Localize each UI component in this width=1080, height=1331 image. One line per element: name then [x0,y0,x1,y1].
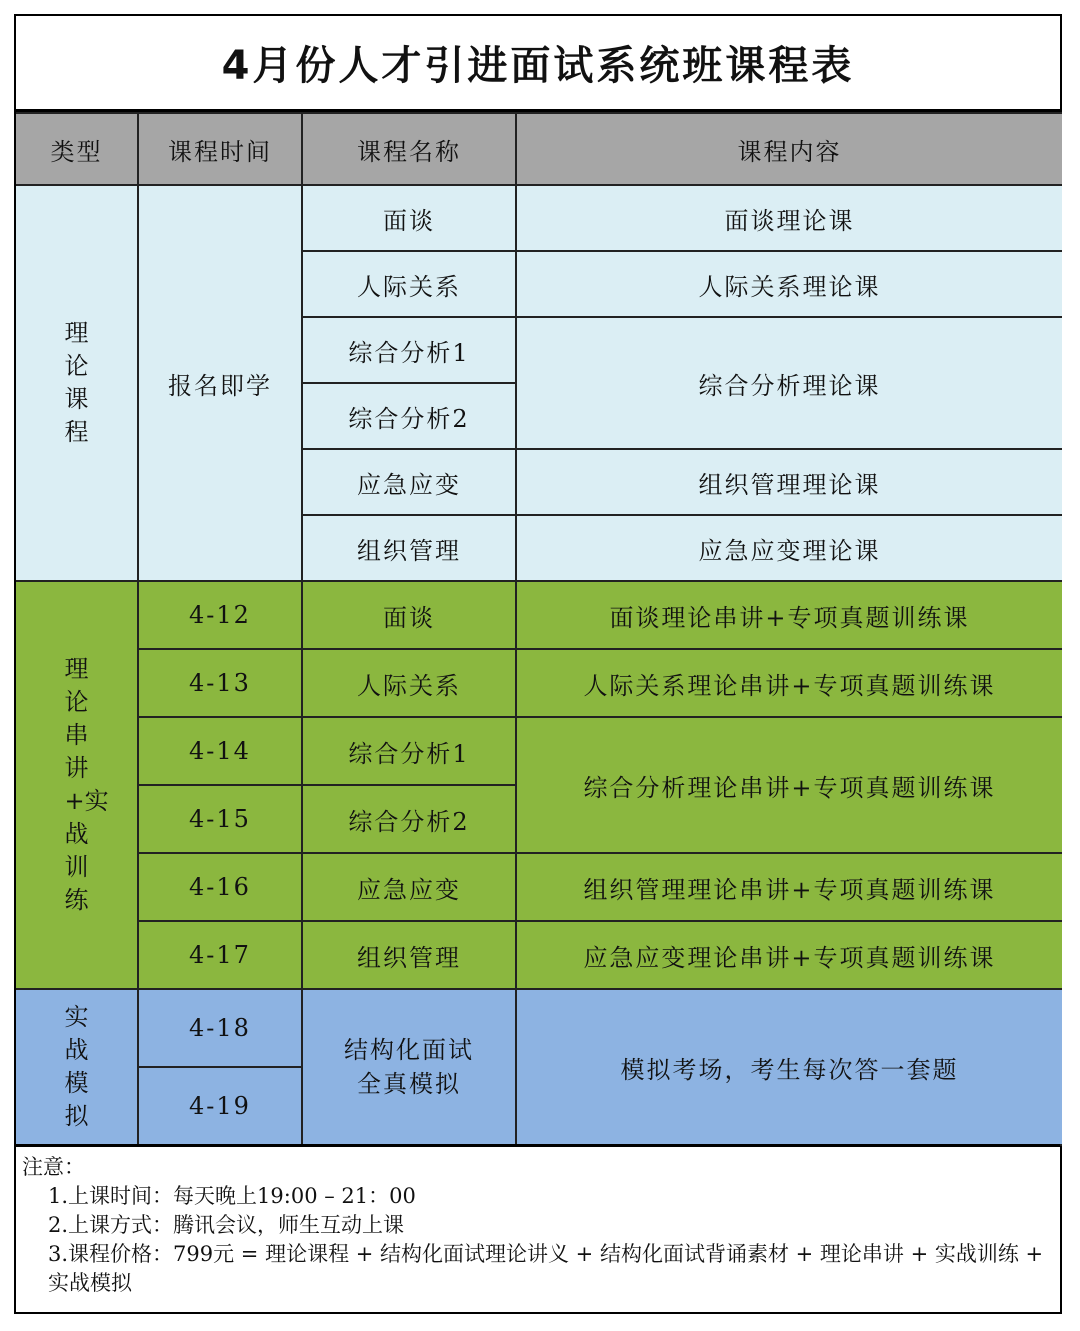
table-row [16,921,1062,989]
course-date: 4-15 [138,785,302,853]
note-item: 2.上课方式：腾讯会议，师生互动上课 [48,1213,405,1237]
header-time: 课程时间 [138,113,302,185]
table-row [16,581,1062,649]
mock-course-content: 模拟考场，考生每次答一套题 [516,989,1062,1145]
header-course-content: 课程内容 [516,113,1062,185]
course-name: 面谈 [302,581,516,649]
table-row [16,853,1062,921]
notes-heading: 注意： [22,1155,85,1179]
course-date: 4-12 [138,581,302,649]
course-content: 面谈理论串讲+专项真题训练课 [516,581,1062,649]
table-row [16,649,1062,717]
schedule-table [16,112,1062,1146]
theory-time-cell: 报名即学 [138,185,302,581]
theory-type-label: 理论课程 [64,319,89,446]
course-content: 综合分析理论课 [516,317,1062,449]
course-date: 4-17 [138,921,302,989]
course-name: 综合分析1 [302,717,516,785]
course-content: 人际关系理论课 [516,251,1062,317]
course-date: 4-16 [138,853,302,921]
table-row [16,717,1062,785]
course-name: 应急应变 [302,853,516,921]
course-content: 组织管理理论串讲+专项真题训练课 [516,853,1062,921]
notes-section [16,1144,1060,1312]
course-name: 人际关系 [302,649,516,717]
course-name: 综合分析2 [302,785,516,853]
page-title: 4月份人才引进面试系统班课程表 [16,16,1060,112]
course-date: 4-19 [138,1067,302,1145]
course-content: 应急应变理论课 [516,515,1062,581]
header-row [16,113,1062,185]
course-content: 面谈理论课 [516,185,1062,251]
course-date: 4-18 [138,989,302,1067]
course-date: 4-14 [138,717,302,785]
course-name: 应急应变 [302,449,516,515]
course-name: 综合分析1 [302,317,516,383]
course-name: 组织管理 [302,515,516,581]
practice-type-cell [16,581,138,989]
mock-course-line2: 全真模拟 [357,1070,461,1098]
course-date: 4-13 [138,649,302,717]
course-name: 面谈 [302,185,516,251]
course-content: 人际关系理论串讲+专项真题训练课 [516,649,1062,717]
header-type: 类型 [16,113,138,185]
course-content: 应急应变理论串讲+专项真题训练课 [516,921,1062,989]
theory-type-cell [16,185,138,581]
mock-course-name [302,989,516,1145]
mock-course-line1: 结构化面试 [344,1036,474,1064]
table-row [16,185,1062,251]
note-item: 3.课程价格：799元 = 理论课程 + 结构化面试理论讲义 + 结构化面试背诵素材 + 理论串讲 + 实战训练 + 实战模拟 [48,1242,1044,1295]
mock-type-cell [16,989,138,1145]
course-name: 人际关系 [302,251,516,317]
practice-type-label: 理论串讲+实战训练 [64,655,109,914]
course-name: 组织管理 [302,921,516,989]
note-item: 1.上课时间：每天晚上19:00 – 21：00 [48,1184,416,1208]
schedule-sheet [14,14,1062,1314]
header-course-name: 课程名称 [302,113,516,185]
course-content: 综合分析理论串讲+专项真题训练课 [516,717,1062,853]
mock-type-label: 实战模拟 [64,1003,89,1130]
course-name: 综合分析2 [302,383,516,449]
table-row [16,989,1062,1067]
course-content: 组织管理理论课 [516,449,1062,515]
